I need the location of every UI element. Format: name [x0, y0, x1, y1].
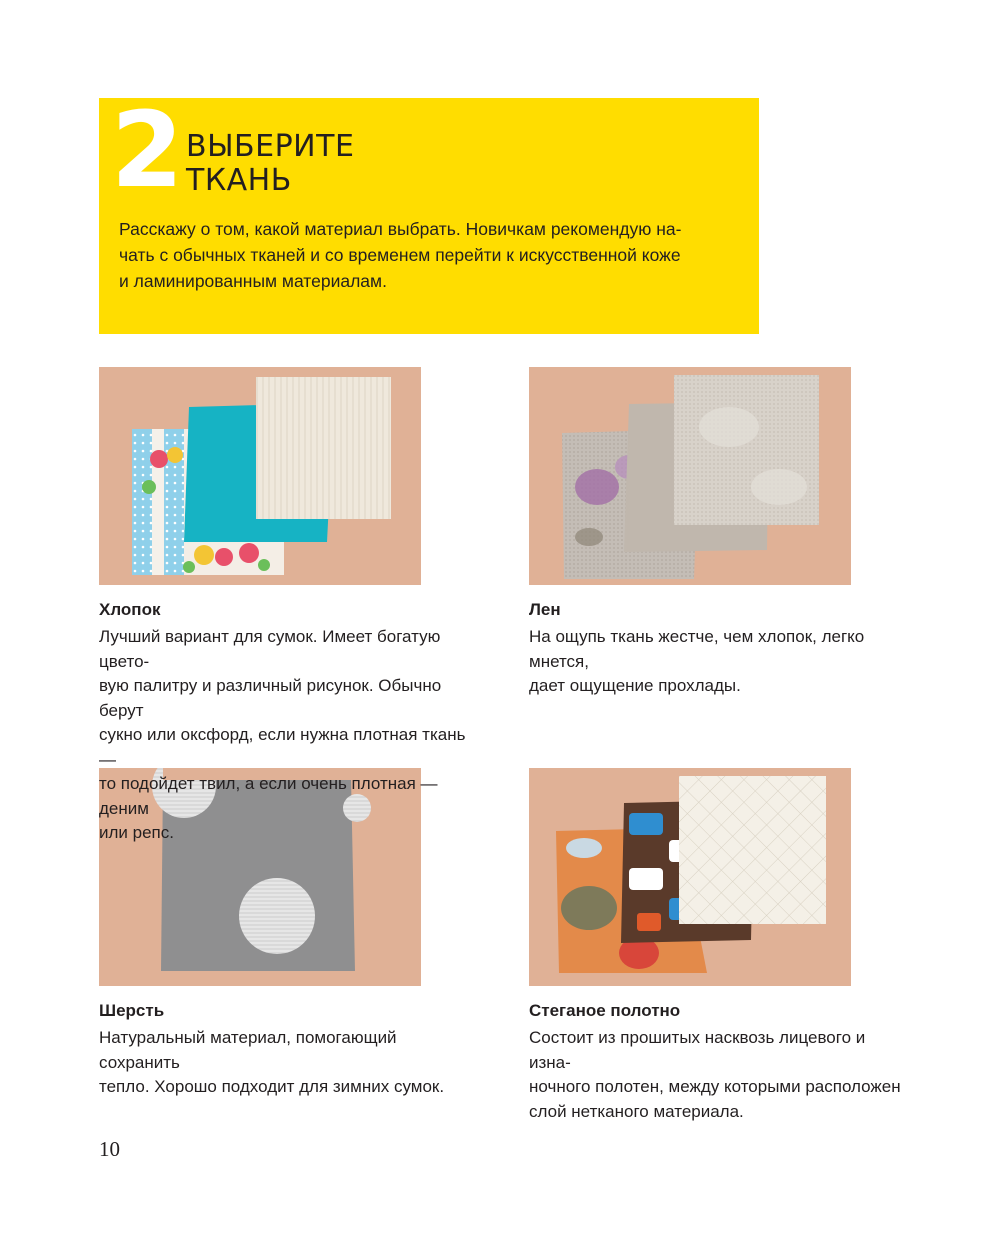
description-line: или репс.	[99, 823, 174, 842]
description-line: тепло. Хорошо подходит для зимних сумок.	[99, 1077, 445, 1096]
page-number: 10	[99, 1137, 120, 1161]
section-title-line2: ТКАНЬ	[186, 163, 292, 198]
description-line: Лучший вариант для сумок. Имеет богатую цвето-	[99, 627, 441, 671]
fabric-title-quilted: Стеганое полотно	[529, 1001, 681, 1020]
fabric-description-wool	[99, 1026, 479, 1100]
section-title-line1: ВЫБЕРИТЕ	[186, 129, 355, 164]
fabric-description-linen	[529, 625, 909, 699]
section-intro	[119, 216, 731, 294]
fabric-description-cotton	[99, 625, 479, 846]
cotton-photo	[99, 367, 421, 585]
linen-photo	[529, 367, 851, 585]
section-title	[186, 130, 354, 198]
description-line: дает ощущение прохлады.	[529, 676, 741, 695]
fabric-title-wool: Шерсть	[99, 1001, 165, 1020]
description-line: сукно или оксфорд, если нужна плотная ткань —	[99, 725, 466, 769]
intro-line: и ламинированным материалам.	[119, 271, 387, 291]
fabric-description-quilted	[529, 1026, 909, 1124]
intro-line: чать с обычных тканей и со временем перейти к искусственной коже	[119, 245, 681, 265]
fabric-title-cotton: Хлопок	[99, 600, 161, 619]
fabric-title-linen: Лен	[529, 600, 561, 619]
description-line: вую палитру и различный рисунок. Обычно берут	[99, 676, 442, 720]
intro-line: Расскажу о том, какой материал выбрать. Новичкам рекомендую на-	[119, 219, 682, 239]
section-number: 2	[111, 89, 182, 211]
description-line: то подойдет твил, а если очень плотная — деним	[99, 774, 438, 818]
description-line: слой нетканого материала.	[529, 1101, 744, 1121]
description-line: На ощупь ткань жестче, чем хлопок, легко мнется,	[529, 627, 865, 671]
description-line: Натуральный материал, помогающий сохранить	[99, 1028, 397, 1072]
section-banner	[99, 89, 759, 334]
quilted-photo	[529, 768, 851, 986]
description-line: ночного полотен, между которыми расположен	[529, 1077, 901, 1096]
description-line: Состоит из прошитых насквозь лицевого и изна-	[529, 1028, 866, 1072]
